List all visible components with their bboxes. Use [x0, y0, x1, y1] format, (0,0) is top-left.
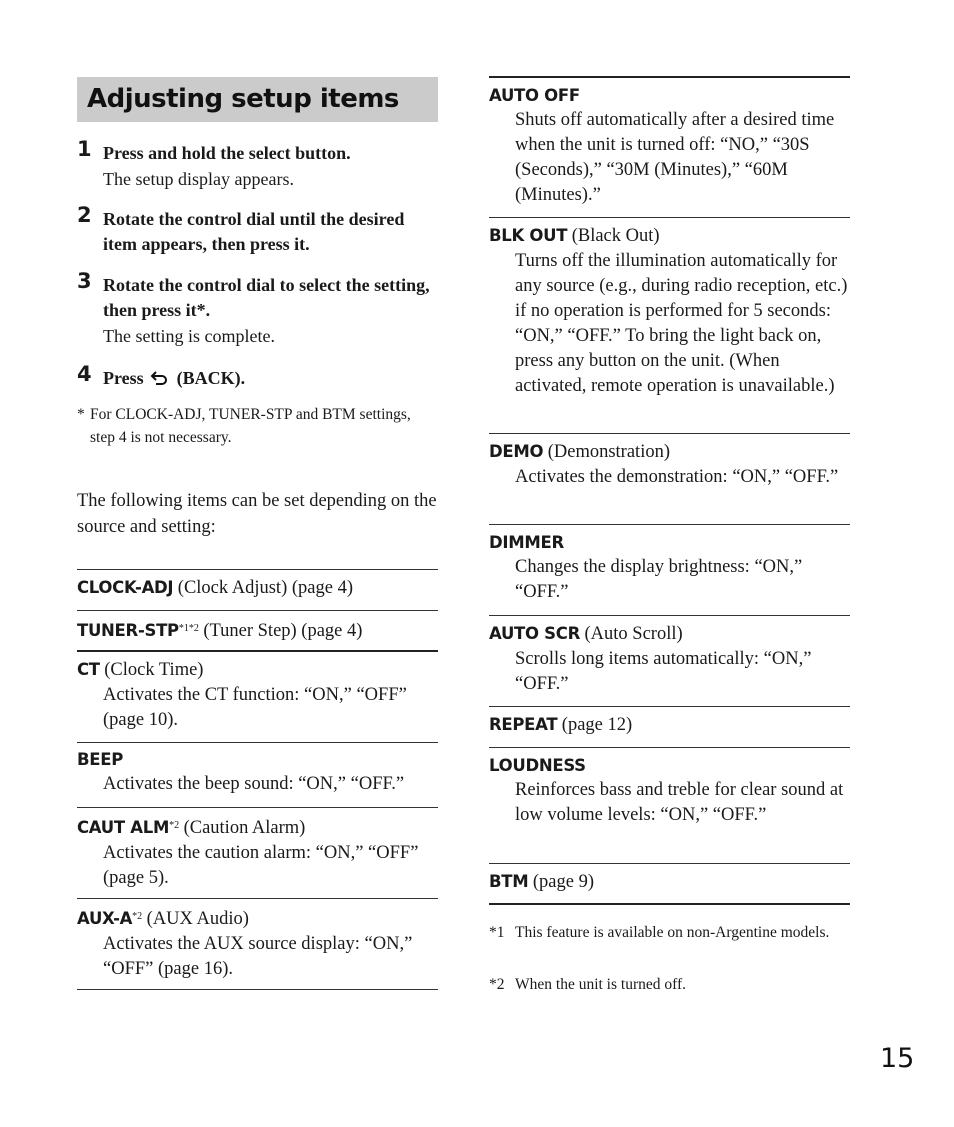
- item-paren: (Tuner Step) (page 4): [203, 621, 363, 641]
- step-back-text: (BACK).: [176, 368, 246, 388]
- divider: [489, 217, 850, 218]
- page-title: Adjusting setup items: [87, 84, 399, 114]
- item-paren: (Caution Alarm): [183, 818, 306, 838]
- item-name: CAUT ALM: [77, 818, 170, 837]
- footnote-mark: *: [77, 406, 85, 423]
- item-name: LOUDNESS: [489, 756, 586, 775]
- item-paren: (Black Out): [571, 226, 660, 246]
- item-description: Scrolls long items automatically: “ON,” “OFF.”: [515, 649, 812, 694]
- divider: [489, 706, 850, 707]
- item-name: CT: [77, 660, 100, 679]
- setup-item-aux-a: [77, 904, 438, 982]
- step-number: 4: [77, 362, 92, 386]
- item-name: REPEAT: [489, 715, 558, 734]
- divider: [489, 747, 850, 748]
- divider: [77, 650, 438, 652]
- step-instruction: [103, 366, 438, 393]
- item-description: Reinforces bass and treble for clear sound at low volume levels: “ON,” “OFF.”: [515, 780, 844, 825]
- step-1: [77, 137, 438, 193]
- footnote-mark: *2: [489, 976, 505, 993]
- item-name: AUX-A: [77, 909, 133, 928]
- item-footnote-ref: *2: [169, 820, 180, 831]
- setup-item-auto-scr: [489, 621, 850, 697]
- setup-item-auto-off: [489, 83, 850, 208]
- step-3: [77, 269, 438, 350]
- item-paren: (page 12): [561, 715, 633, 735]
- setup-item-dimmer: [489, 530, 850, 605]
- item-description: Shuts off automatically after a desired time when the unit is turned off: “NO,” “30S (Seconds),” “30M (Minutes),” “60M (Minutes).”: [515, 110, 835, 205]
- item-name: BLK OUT: [489, 226, 568, 245]
- divider: [489, 433, 850, 434]
- divider: [489, 76, 850, 78]
- step-result: The setup display appears.: [103, 169, 294, 189]
- item-paren: (Clock Time): [104, 660, 204, 680]
- item-name: BTM: [489, 872, 529, 891]
- item-description: Activates the CT function: “ON,” “OFF” (page 10).: [103, 685, 407, 730]
- step-4: [77, 362, 438, 393]
- item-description: Activates the caution alarm: “ON,” “OFF” (page 5).: [103, 843, 419, 888]
- divider: [489, 524, 850, 525]
- item-name: TUNER-STP: [77, 621, 179, 640]
- setup-item-caut-alm: [77, 813, 438, 891]
- step-instruction: Press and hold the select button.: [103, 143, 351, 163]
- item-name: DIMMER: [489, 533, 564, 552]
- footnote-1: [489, 921, 850, 944]
- item-paren: (AUX Audio): [146, 909, 249, 929]
- item-description: Changes the display brightness: “ON,” “OFF.”: [515, 557, 803, 602]
- divider: [77, 742, 438, 743]
- setup-item-loudness: [489, 753, 850, 828]
- setup-item-repeat: [489, 712, 850, 738]
- divider: [77, 610, 438, 611]
- item-footnote-ref: *1*2: [178, 623, 199, 634]
- item-description: Activates the AUX source display: “ON,” “OFF” (page 16).: [103, 934, 413, 979]
- intro-text: The following items can be set depending on the source and setting:: [77, 491, 437, 537]
- step-press-text: Press: [103, 368, 144, 388]
- item-name: CLOCK-ADJ: [77, 578, 174, 597]
- footnote-text: For CLOCK-ADJ, TUNER-STP and BTM settings, step 4 is not necessary.: [90, 406, 411, 446]
- divider: [489, 615, 850, 616]
- footnote-text: When the unit is turned off.: [515, 976, 687, 993]
- step-2: [77, 203, 438, 257]
- step-instruction: Rotate the control dial to select the setting, then press it*.: [103, 275, 430, 320]
- item-name: AUTO SCR: [489, 624, 580, 643]
- setup-item-btm: [489, 869, 850, 895]
- item-name: BEEP: [77, 750, 124, 769]
- setup-item-demo: [489, 439, 850, 490]
- item-description: Turns off the illumination automatically for any source (e.g., during radio reception, etc.) if no operation is performed for 5 seconds: “ON,” “OFF.” To bring the light back on, press any button on the unit. (When activated, remote operation is unavailable.): [515, 251, 848, 396]
- item-description: Activates the beep sound: “ON,” “OFF.”: [103, 774, 405, 794]
- step-result: The setting is complete.: [103, 326, 275, 346]
- item-name: AUTO OFF: [489, 86, 580, 105]
- setup-item-ct: [77, 657, 438, 733]
- step-instruction: Rotate the control dial until the desired item appears, then press it.: [103, 209, 405, 254]
- divider: [77, 807, 438, 808]
- footnote-mark: *1: [489, 924, 505, 941]
- item-footnote-ref: *2: [132, 911, 143, 922]
- setup-item-tuner-stp: [77, 616, 438, 644]
- item-paren: (Clock Adjust) (page 4): [177, 578, 353, 598]
- divider: [77, 898, 438, 899]
- setup-item-beep: [77, 747, 438, 797]
- item-paren: (Demonstration): [547, 442, 670, 462]
- step-number: 1: [77, 137, 92, 161]
- divider: [489, 903, 850, 905]
- back-arrow-icon: [150, 368, 170, 393]
- step-footnote: [77, 403, 438, 449]
- page-number: 15: [880, 1043, 915, 1074]
- section-heading-box: [77, 77, 438, 122]
- item-paren: (Auto Scroll): [584, 624, 683, 644]
- divider: [77, 989, 438, 990]
- step-number: 2: [77, 203, 92, 227]
- item-description: Activates the demonstration: “ON,” “OFF.”: [515, 467, 839, 487]
- setup-item-blk-out: [489, 223, 850, 399]
- item-paren: (page 9): [532, 872, 594, 892]
- divider: [489, 863, 850, 864]
- footnote-2: [489, 973, 850, 996]
- setup-item-clock-adj: [77, 575, 438, 601]
- item-name: DEMO: [489, 442, 544, 461]
- divider: [77, 569, 438, 570]
- step-number: 3: [77, 269, 92, 293]
- footnote-text: This feature is available on non-Argentine models.: [515, 924, 830, 941]
